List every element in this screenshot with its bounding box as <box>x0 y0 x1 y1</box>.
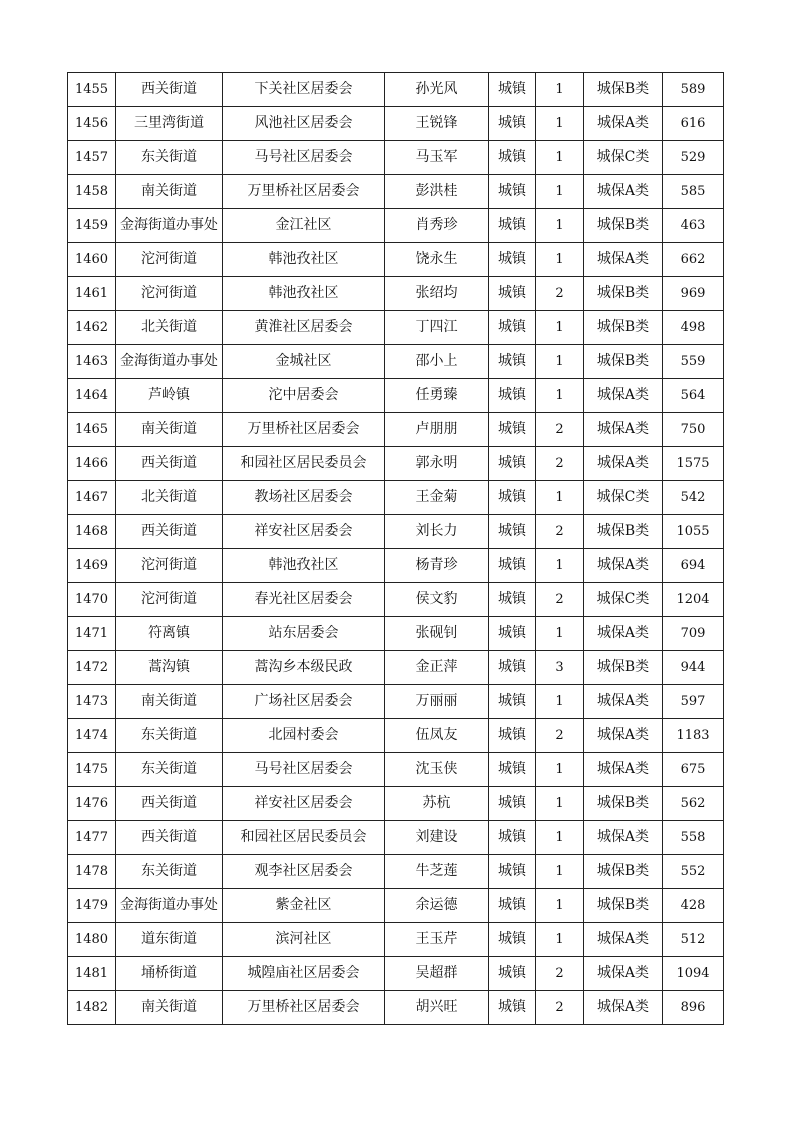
table-row <box>68 549 724 583</box>
relief-roster-table <box>67 72 724 1025</box>
cell-street: 沱河街道 <box>116 583 223 617</box>
cell-category: 城保A类 <box>584 107 663 141</box>
cell-category: 城保B类 <box>584 651 663 685</box>
cell-community: 紫金社区 <box>223 889 385 923</box>
table-row <box>68 855 724 889</box>
cell-area: 城镇 <box>489 73 536 107</box>
cell-street: 西关街道 <box>116 73 223 107</box>
cell-street: 南关街道 <box>116 685 223 719</box>
cell-category: 城保A类 <box>584 719 663 753</box>
table-row <box>68 719 724 753</box>
cell-category: 城保C类 <box>584 141 663 175</box>
cell-street: 沱河街道 <box>116 549 223 583</box>
cell-amount: 1204 <box>663 583 724 617</box>
table-row <box>68 821 724 855</box>
cell-no: 1461 <box>68 277 116 311</box>
cell-no: 1473 <box>68 685 116 719</box>
cell-category: 城保A类 <box>584 923 663 957</box>
cell-community: 城隍庙社区居委会 <box>223 957 385 991</box>
cell-name: 张砚钊 <box>385 617 489 651</box>
cell-street: 东关街道 <box>116 141 223 175</box>
cell-amount: 589 <box>663 73 724 107</box>
cell-persons: 1 <box>536 311 584 345</box>
cell-no: 1460 <box>68 243 116 277</box>
cell-category: 城保B类 <box>584 787 663 821</box>
cell-amount: 750 <box>663 413 724 447</box>
cell-persons: 1 <box>536 243 584 277</box>
cell-area: 城镇 <box>489 447 536 481</box>
cell-no: 1467 <box>68 481 116 515</box>
cell-area: 城镇 <box>489 685 536 719</box>
cell-amount: 896 <box>663 991 724 1025</box>
cell-street: 沱河街道 <box>116 243 223 277</box>
cell-category: 城保B类 <box>584 311 663 345</box>
table-row <box>68 141 724 175</box>
cell-amount: 463 <box>663 209 724 243</box>
table-row <box>68 991 724 1025</box>
table-body <box>68 73 724 1025</box>
table-row <box>68 345 724 379</box>
cell-no: 1481 <box>68 957 116 991</box>
cell-amount: 709 <box>663 617 724 651</box>
cell-street: 金海街道办事处 <box>116 345 223 379</box>
cell-name: 杨青珍 <box>385 549 489 583</box>
table-row <box>68 107 724 141</box>
table-row <box>68 957 724 991</box>
cell-no: 1471 <box>68 617 116 651</box>
cell-category: 城保A类 <box>584 243 663 277</box>
cell-name: 刘建设 <box>385 821 489 855</box>
cell-amount: 969 <box>663 277 724 311</box>
table-row <box>68 277 724 311</box>
cell-category: 城保B类 <box>584 73 663 107</box>
cell-street: 道东街道 <box>116 923 223 957</box>
cell-amount: 1183 <box>663 719 724 753</box>
cell-name: 丁四江 <box>385 311 489 345</box>
cell-amount: 562 <box>663 787 724 821</box>
table-row <box>68 651 724 685</box>
cell-community: 马号社区居委会 <box>223 753 385 787</box>
cell-no: 1472 <box>68 651 116 685</box>
cell-name: 邵小上 <box>385 345 489 379</box>
cell-persons: 1 <box>536 685 584 719</box>
cell-name: 余运德 <box>385 889 489 923</box>
cell-persons: 1 <box>536 787 584 821</box>
cell-area: 城镇 <box>489 107 536 141</box>
cell-name: 饶永生 <box>385 243 489 277</box>
cell-area: 城镇 <box>489 481 536 515</box>
cell-street: 西关街道 <box>116 447 223 481</box>
cell-street: 三里湾街道 <box>116 107 223 141</box>
cell-community: 韩池孜社区 <box>223 277 385 311</box>
cell-amount: 542 <box>663 481 724 515</box>
cell-persons: 1 <box>536 481 584 515</box>
cell-persons: 2 <box>536 583 584 617</box>
cell-area: 城镇 <box>489 141 536 175</box>
cell-area: 城镇 <box>489 957 536 991</box>
cell-community: 广场社区居委会 <box>223 685 385 719</box>
cell-area: 城镇 <box>489 719 536 753</box>
cell-community: 教场社区居委会 <box>223 481 385 515</box>
cell-name: 王玉芹 <box>385 923 489 957</box>
table-row <box>68 447 724 481</box>
cell-name: 郭永明 <box>385 447 489 481</box>
cell-no: 1469 <box>68 549 116 583</box>
cell-persons: 2 <box>536 719 584 753</box>
cell-street: 东关街道 <box>116 719 223 753</box>
cell-community: 风池社区居委会 <box>223 107 385 141</box>
cell-persons: 1 <box>536 753 584 787</box>
cell-community: 金城社区 <box>223 345 385 379</box>
cell-persons: 3 <box>536 651 584 685</box>
cell-name: 伍凤友 <box>385 719 489 753</box>
table-row <box>68 617 724 651</box>
cell-amount: 694 <box>663 549 724 583</box>
cell-amount: 552 <box>663 855 724 889</box>
cell-area: 城镇 <box>489 175 536 209</box>
cell-area: 城镇 <box>489 617 536 651</box>
cell-persons: 1 <box>536 107 584 141</box>
table-row <box>68 889 724 923</box>
cell-community: 万里桥社区居委会 <box>223 175 385 209</box>
table-row <box>68 311 724 345</box>
cell-category: 城保B类 <box>584 209 663 243</box>
cell-area: 城镇 <box>489 583 536 617</box>
cell-street: 南关街道 <box>116 413 223 447</box>
cell-community: 和园社区居民委员会 <box>223 821 385 855</box>
cell-area: 城镇 <box>489 345 536 379</box>
cell-community: 春光社区居委会 <box>223 583 385 617</box>
cell-persons: 1 <box>536 209 584 243</box>
table-row <box>68 175 724 209</box>
cell-category: 城保B类 <box>584 515 663 549</box>
cell-persons: 2 <box>536 277 584 311</box>
cell-community: 万里桥社区居委会 <box>223 991 385 1025</box>
cell-amount: 559 <box>663 345 724 379</box>
cell-no: 1480 <box>68 923 116 957</box>
cell-area: 城镇 <box>489 413 536 447</box>
cell-amount: 1575 <box>663 447 724 481</box>
cell-community: 韩池孜社区 <box>223 243 385 277</box>
cell-category: 城保A类 <box>584 549 663 583</box>
cell-no: 1476 <box>68 787 116 821</box>
cell-street: 沱河街道 <box>116 277 223 311</box>
cell-category: 城保C类 <box>584 583 663 617</box>
cell-street: 南关街道 <box>116 175 223 209</box>
cell-amount: 944 <box>663 651 724 685</box>
cell-name: 刘长力 <box>385 515 489 549</box>
cell-category: 城保A类 <box>584 957 663 991</box>
cell-street: 金海街道办事处 <box>116 209 223 243</box>
cell-community: 下关社区居委会 <box>223 73 385 107</box>
cell-category: 城保B类 <box>584 345 663 379</box>
cell-category: 城保A类 <box>584 447 663 481</box>
cell-category: 城保A类 <box>584 175 663 209</box>
cell-area: 城镇 <box>489 379 536 413</box>
cell-area: 城镇 <box>489 651 536 685</box>
cell-no: 1463 <box>68 345 116 379</box>
table-row <box>68 481 724 515</box>
cell-no: 1482 <box>68 991 116 1025</box>
cell-persons: 2 <box>536 515 584 549</box>
cell-name: 张绍均 <box>385 277 489 311</box>
cell-street: 符离镇 <box>116 617 223 651</box>
cell-persons: 1 <box>536 345 584 379</box>
cell-name: 孙光风 <box>385 73 489 107</box>
cell-amount: 585 <box>663 175 724 209</box>
cell-persons: 1 <box>536 855 584 889</box>
cell-name: 万丽丽 <box>385 685 489 719</box>
cell-name: 沈玉侠 <box>385 753 489 787</box>
cell-community: 万里桥社区居委会 <box>223 413 385 447</box>
cell-category: 城保A类 <box>584 413 663 447</box>
cell-persons: 1 <box>536 821 584 855</box>
cell-no: 1475 <box>68 753 116 787</box>
cell-category: 城保A类 <box>584 685 663 719</box>
cell-amount: 597 <box>663 685 724 719</box>
cell-area: 城镇 <box>489 787 536 821</box>
cell-persons: 1 <box>536 549 584 583</box>
cell-category: 城保B类 <box>584 277 663 311</box>
cell-no: 1459 <box>68 209 116 243</box>
cell-community: 马号社区居委会 <box>223 141 385 175</box>
table-row <box>68 583 724 617</box>
table-row <box>68 787 724 821</box>
cell-name: 肖秀珍 <box>385 209 489 243</box>
cell-street: 西关街道 <box>116 515 223 549</box>
cell-street: 北关街道 <box>116 481 223 515</box>
cell-area: 城镇 <box>489 277 536 311</box>
table-row <box>68 515 724 549</box>
cell-community: 站东居委会 <box>223 617 385 651</box>
cell-no: 1458 <box>68 175 116 209</box>
cell-no: 1478 <box>68 855 116 889</box>
cell-no: 1457 <box>68 141 116 175</box>
cell-amount: 512 <box>663 923 724 957</box>
cell-area: 城镇 <box>489 923 536 957</box>
cell-name: 王金菊 <box>385 481 489 515</box>
cell-no: 1456 <box>68 107 116 141</box>
cell-name: 苏杭 <box>385 787 489 821</box>
cell-name: 吴超群 <box>385 957 489 991</box>
cell-name: 胡兴旺 <box>385 991 489 1025</box>
cell-community: 观李社区居委会 <box>223 855 385 889</box>
cell-no: 1462 <box>68 311 116 345</box>
cell-no: 1455 <box>68 73 116 107</box>
cell-persons: 2 <box>536 957 584 991</box>
cell-street: 东关街道 <box>116 855 223 889</box>
table-row <box>68 923 724 957</box>
cell-area: 城镇 <box>489 889 536 923</box>
cell-amount: 428 <box>663 889 724 923</box>
cell-persons: 1 <box>536 73 584 107</box>
cell-amount: 558 <box>663 821 724 855</box>
cell-area: 城镇 <box>489 753 536 787</box>
cell-no: 1464 <box>68 379 116 413</box>
cell-area: 城镇 <box>489 855 536 889</box>
cell-no: 1468 <box>68 515 116 549</box>
cell-community: 沱中居委会 <box>223 379 385 413</box>
cell-street: 西关街道 <box>116 821 223 855</box>
cell-category: 城保A类 <box>584 379 663 413</box>
cell-amount: 616 <box>663 107 724 141</box>
cell-community: 韩池孜社区 <box>223 549 385 583</box>
cell-category: 城保A类 <box>584 991 663 1025</box>
cell-no: 1470 <box>68 583 116 617</box>
cell-persons: 1 <box>536 175 584 209</box>
cell-amount: 1055 <box>663 515 724 549</box>
cell-name: 彭洪桂 <box>385 175 489 209</box>
cell-amount: 1094 <box>663 957 724 991</box>
cell-amount: 529 <box>663 141 724 175</box>
cell-no: 1477 <box>68 821 116 855</box>
cell-street: 西关街道 <box>116 787 223 821</box>
table-row <box>68 413 724 447</box>
cell-community: 北园村委会 <box>223 719 385 753</box>
cell-community: 蒿沟乡本级民政 <box>223 651 385 685</box>
cell-persons: 2 <box>536 413 584 447</box>
cell-category: 城保B类 <box>584 889 663 923</box>
cell-street: 蒿沟镇 <box>116 651 223 685</box>
table-row <box>68 209 724 243</box>
cell-street: 芦岭镇 <box>116 379 223 413</box>
cell-amount: 564 <box>663 379 724 413</box>
cell-persons: 1 <box>536 141 584 175</box>
cell-name: 金正萍 <box>385 651 489 685</box>
cell-name: 王锐锋 <box>385 107 489 141</box>
cell-amount: 662 <box>663 243 724 277</box>
cell-community: 金江社区 <box>223 209 385 243</box>
cell-persons: 2 <box>536 991 584 1025</box>
table-row <box>68 73 724 107</box>
cell-no: 1474 <box>68 719 116 753</box>
cell-street: 北关街道 <box>116 311 223 345</box>
cell-name: 任勇臻 <box>385 379 489 413</box>
cell-community: 黄淮社区居委会 <box>223 311 385 345</box>
cell-area: 城镇 <box>489 549 536 583</box>
cell-community: 和园社区居民委员会 <box>223 447 385 481</box>
cell-community: 滨河社区 <box>223 923 385 957</box>
cell-persons: 1 <box>536 889 584 923</box>
cell-street: 金海街道办事处 <box>116 889 223 923</box>
cell-category: 城保A类 <box>584 617 663 651</box>
table-row <box>68 243 724 277</box>
cell-category: 城保C类 <box>584 481 663 515</box>
cell-amount: 675 <box>663 753 724 787</box>
cell-name: 侯文豹 <box>385 583 489 617</box>
cell-no: 1465 <box>68 413 116 447</box>
cell-street: 埇桥街道 <box>116 957 223 991</box>
cell-area: 城镇 <box>489 991 536 1025</box>
cell-area: 城镇 <box>489 821 536 855</box>
cell-no: 1479 <box>68 889 116 923</box>
cell-no: 1466 <box>68 447 116 481</box>
cell-persons: 2 <box>536 447 584 481</box>
cell-category: 城保A类 <box>584 821 663 855</box>
cell-community: 祥安社区居委会 <box>223 515 385 549</box>
cell-area: 城镇 <box>489 515 536 549</box>
table-row <box>68 685 724 719</box>
cell-area: 城镇 <box>489 209 536 243</box>
cell-area: 城镇 <box>489 311 536 345</box>
cell-amount: 498 <box>663 311 724 345</box>
cell-category: 城保B类 <box>584 855 663 889</box>
table-row <box>68 379 724 413</box>
cell-name: 牛芝莲 <box>385 855 489 889</box>
cell-persons: 1 <box>536 617 584 651</box>
cell-community: 祥安社区居委会 <box>223 787 385 821</box>
cell-category: 城保A类 <box>584 753 663 787</box>
cell-name: 马玉军 <box>385 141 489 175</box>
cell-street: 南关街道 <box>116 991 223 1025</box>
cell-name: 卢朋朋 <box>385 413 489 447</box>
table-row <box>68 753 724 787</box>
cell-persons: 1 <box>536 923 584 957</box>
cell-area: 城镇 <box>489 243 536 277</box>
cell-street: 东关街道 <box>116 753 223 787</box>
cell-persons: 1 <box>536 379 584 413</box>
